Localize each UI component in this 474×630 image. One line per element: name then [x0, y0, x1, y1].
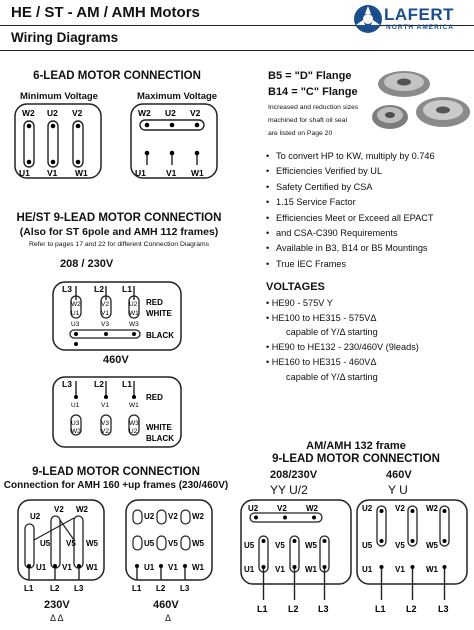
amh160-230v-symbol: Δ Δ	[50, 613, 64, 623]
voltage-item-text: HE90 - 575V Y	[271, 298, 333, 308]
voltages-title: VOLTAGES	[266, 281, 325, 293]
a230-v2: V2	[54, 505, 64, 514]
voltage-item: • HE90 to HE132 - 230/460V (9leads)	[266, 342, 419, 353]
amh132-subtitle: 9-LEAD MOTOR CONNECTION	[272, 453, 440, 465]
st230-u1: U1	[71, 310, 80, 317]
flange-b5: B5 = "D" Flange	[268, 70, 352, 82]
st460-u2: U2	[129, 428, 138, 435]
a460-u5: U5	[144, 539, 155, 548]
a230-w1: W1	[86, 563, 98, 572]
page-subtitle: Wiring Diagrams	[11, 30, 119, 45]
st460-black: BLACK	[146, 434, 174, 443]
flange-b14: B14 = "C" Flange	[268, 86, 358, 98]
b1-l3: L3	[318, 604, 329, 614]
logo-name: LAFERT	[384, 5, 455, 24]
b1-l1: L1	[257, 604, 268, 614]
nine-lead-st-note: Refer to pages 17 and 22 for different Connection Diagrams	[28, 241, 210, 248]
flange-note-line: are listed on Page 20	[268, 130, 333, 137]
amh160-460v-label: 460V	[153, 599, 179, 611]
a460-v2: V2	[168, 512, 178, 521]
six-lead-title: 6-LEAD MOTOR CONNECTION	[33, 70, 201, 82]
st230-red: RED	[146, 298, 163, 307]
st460-red: RED	[146, 393, 163, 402]
max-u2: U2	[165, 108, 176, 118]
st230-w2: W2	[71, 301, 81, 308]
flange-note-line: machined for shaft oil seal	[268, 117, 347, 124]
a230-v1: V1	[62, 563, 72, 572]
voltages-list	[266, 296, 472, 384]
b1-v1: V1	[275, 565, 285, 574]
a230-w5: W5	[86, 539, 98, 548]
st230-black: BLACK	[146, 331, 174, 340]
nine-lead-st-subtitle: (Also for ST 6pole and AMH 112 frames)	[19, 226, 219, 238]
b1-v5: V5	[275, 541, 285, 550]
a230-l1: L1	[24, 584, 34, 593]
b1-w5: W5	[305, 541, 317, 550]
st460-l1: L1	[122, 379, 132, 389]
six-lead-min-diagram	[14, 103, 104, 181]
header-divider-bottom	[0, 50, 474, 51]
b1-w2: W2	[306, 504, 318, 513]
b2-u2: U2	[362, 504, 373, 513]
voltage-item-text: HE90 to HE132 - 230/460V (9leads)	[271, 342, 419, 353]
a460-l2: L2	[156, 584, 166, 593]
six-lead-max-diagram	[130, 103, 220, 181]
b1-w1: W1	[305, 565, 317, 574]
a460-w1: W1	[192, 563, 204, 572]
st460-u3: U3	[71, 420, 80, 427]
max-w2: W2	[138, 108, 151, 118]
nine-lead-st-230v-diagram	[52, 274, 184, 352]
b2-v5: V5	[395, 541, 405, 550]
amh160-230v-label: 230V	[44, 599, 70, 611]
a460-v5: V5	[168, 539, 178, 548]
st230-w1: W1	[129, 310, 139, 317]
min-v2: V2	[72, 108, 83, 118]
page-title: HE / ST - AM / AMH Motors	[11, 4, 200, 21]
a460-w2: W2	[192, 512, 204, 521]
st460-w1: W1	[129, 402, 139, 409]
st460-v2: V2	[101, 428, 109, 435]
max-w1: W1	[191, 168, 204, 178]
b2-w1: W1	[426, 565, 438, 574]
logo-tagline: NORTH AMERICA	[386, 24, 455, 31]
a230-u1: U1	[36, 563, 47, 572]
voltage-item-text: HE100 to HE315 - 575VΔ	[271, 312, 377, 323]
nine-lead-st-v1: 208 / 230V	[60, 258, 114, 270]
feature-item: • 1.15 Service Factor	[266, 195, 472, 210]
max-v2: V2	[190, 108, 201, 118]
amh132-v1: 208/230V	[270, 469, 318, 481]
feature-item: • To convert HP to KW, multiply by 0.746	[266, 149, 472, 164]
st230-v1: V1	[101, 310, 109, 317]
feature-item: • Available in B3, B14 or B5 Mountings	[266, 241, 472, 256]
b2-w2: W2	[426, 504, 438, 513]
a460-u1: U1	[144, 563, 155, 572]
st230-v3: V3	[101, 321, 109, 328]
st230-white: WHITE	[146, 309, 172, 318]
st460-v1: V1	[101, 402, 109, 409]
b1-u5: U5	[244, 541, 255, 550]
a230-u2: U2	[30, 512, 41, 521]
nine-lead-st-title: HE/ST 9-LEAD MOTOR CONNECTION	[16, 212, 222, 224]
b2-v1: V1	[395, 565, 405, 574]
nine-lead-st-460v-diagram	[52, 369, 184, 449]
b1-u1: U1	[244, 565, 255, 574]
b2-l3: L3	[438, 604, 449, 614]
st230-u2: U2	[129, 301, 138, 308]
b1-u2: U2	[248, 504, 259, 513]
features-list	[266, 149, 472, 272]
b1-v2: V2	[277, 504, 287, 513]
voltage-item: • HE100 to HE315 - 575VΔ	[266, 312, 377, 323]
feature-item: • Efficiencies Meet or Exceed all EPACT	[266, 211, 472, 226]
amh160-460v-diagram	[122, 496, 218, 596]
amh160-title: 9-LEAD MOTOR CONNECTION	[32, 466, 200, 478]
st460-w3: W3	[129, 420, 139, 427]
b2-v2: V2	[395, 504, 405, 513]
a460-w5: W5	[192, 539, 204, 548]
b2-w5: W5	[426, 541, 438, 550]
nine-lead-st-v2: 460V	[103, 354, 129, 366]
feature-item: • True IEC Frames	[266, 257, 472, 272]
amh132-yy-diagram	[238, 496, 356, 616]
st230-l1: L1	[122, 284, 132, 294]
feature-item: • Efficiencies Verified by UL	[266, 164, 472, 179]
b2-l2: L2	[406, 604, 417, 614]
lafert-logo-icon	[352, 3, 384, 35]
st230-u3: U3	[71, 321, 80, 328]
amh132-v1-symbol: YY U/2	[270, 483, 308, 497]
a230-u5: U5	[40, 539, 51, 548]
voltage-item: • HE90 - 575V Y	[266, 298, 333, 308]
st230-l3: L3	[62, 284, 72, 294]
amh132-v2: 460V	[386, 469, 412, 481]
amh132-v2-symbol: Y U	[388, 483, 408, 497]
st460-l2: L2	[94, 379, 104, 389]
voltage-item-text: HE160 to HE315 - 460VΔ	[271, 356, 377, 367]
b2-u1: U1	[362, 565, 373, 574]
st230-l2: L2	[94, 284, 104, 294]
a460-u2: U2	[144, 512, 155, 521]
amh160-460v-symbol: Δ	[165, 613, 172, 623]
flange-photo-image	[368, 62, 472, 138]
amh132-y-diagram	[354, 496, 472, 616]
feature-item: • Safety Certified by CSA	[266, 180, 472, 195]
a460-l1: L1	[132, 584, 142, 593]
min-w2: W2	[22, 108, 35, 118]
amh132-title: AM/AMH 132 frame	[306, 440, 406, 452]
min-u1: U1	[19, 168, 30, 178]
voltage-item: capable of Y/Δ starting	[286, 371, 378, 382]
st230-w3: W3	[129, 321, 139, 328]
b1-l2: L2	[288, 604, 299, 614]
a230-v5: V5	[66, 539, 76, 548]
a230-l2: L2	[50, 584, 60, 593]
st460-white: WHITE	[146, 423, 172, 432]
amh160-subtitle: Connection for AMH 160 +up frames (230/460V)	[3, 480, 229, 491]
a460-l3: L3	[180, 584, 190, 593]
max-v1: V1	[166, 168, 177, 178]
a230-l3: L3	[74, 584, 84, 593]
b2-l1: L1	[375, 604, 386, 614]
min-voltage-label: Minimum Voltage	[20, 91, 98, 102]
a230-w2: W2	[76, 505, 88, 514]
b2-u5: U5	[362, 541, 373, 550]
amh160-230v-diagram	[14, 496, 110, 596]
st230-v2: V2	[101, 301, 109, 308]
voltage-item: • HE160 to HE315 - 460VΔ	[266, 356, 377, 367]
max-voltage-label: Maximum Voltage	[137, 91, 218, 102]
flange-note-line: Increased and reduction sizes	[268, 104, 359, 111]
st460-u1: U1	[71, 402, 80, 409]
min-w1: W1	[75, 168, 88, 178]
min-u2: U2	[47, 108, 58, 118]
st460-w2: W2	[71, 428, 81, 435]
a460-v1: V1	[168, 563, 178, 572]
voltage-item: capable of Y/Δ starting	[286, 327, 378, 338]
st460-l3: L3	[62, 379, 72, 389]
st460-v3: V3	[101, 420, 109, 427]
flange-note	[268, 101, 358, 140]
min-v1: V1	[47, 168, 58, 178]
max-u1: U1	[135, 168, 146, 178]
feature-item: • and CSA-C390 Requirements	[266, 226, 472, 241]
